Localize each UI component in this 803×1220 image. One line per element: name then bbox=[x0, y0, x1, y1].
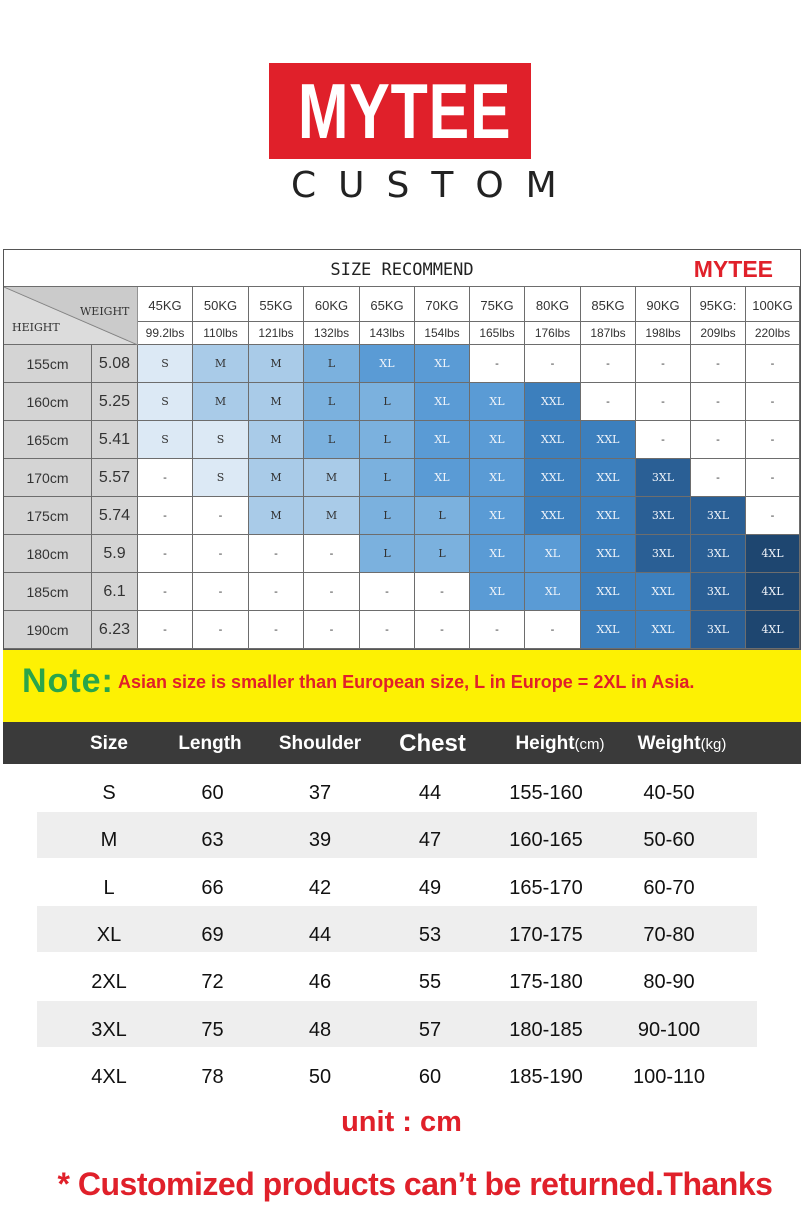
size-cell: - bbox=[138, 535, 193, 573]
spec-header-chest: Chest bbox=[399, 730, 466, 757]
corner-header bbox=[4, 287, 138, 345]
spec-cell-size: XL bbox=[96, 923, 122, 946]
size-cell: L bbox=[304, 421, 360, 459]
spec-cell-length: 66 bbox=[201, 876, 224, 899]
weight-header bbox=[525, 287, 581, 345]
height-cm: 160cm bbox=[4, 383, 92, 421]
spec-header-weight-unit: (kg) bbox=[700, 736, 727, 753]
size-cell: XXL bbox=[581, 497, 636, 535]
size-cell: - bbox=[193, 611, 249, 649]
weight-lbs: 121lbs bbox=[258, 326, 294, 340]
spec-cell-shoulder: 42 bbox=[308, 876, 332, 899]
size-cell: L bbox=[360, 383, 415, 421]
size-cell: 3XL bbox=[691, 611, 746, 649]
spec-cell-weight: 80-90 bbox=[643, 971, 695, 994]
size-cell: - bbox=[746, 345, 800, 383]
size-cell: S bbox=[193, 421, 249, 459]
size-cell: XL bbox=[525, 573, 581, 611]
spec-header-size: Size bbox=[89, 733, 129, 754]
size-cell: - bbox=[304, 611, 360, 649]
weight-lbs: 209lbs bbox=[700, 326, 736, 340]
size-cell: XXL bbox=[581, 535, 636, 573]
weight-lbs: 165lbs bbox=[479, 326, 515, 340]
size-cell: XXL bbox=[525, 459, 581, 497]
size-cell: XL bbox=[470, 383, 525, 421]
size-cell: M bbox=[249, 345, 304, 383]
weight-header bbox=[138, 287, 193, 345]
size-cell: XL bbox=[470, 573, 525, 611]
weight-header bbox=[304, 287, 360, 345]
weight-kg: 65KG bbox=[360, 287, 414, 322]
size-cell: - bbox=[581, 383, 636, 421]
weight-kg: 60KG bbox=[304, 287, 359, 322]
size-cell: M bbox=[304, 459, 360, 497]
height-ft: 5.08 bbox=[92, 345, 138, 383]
weight-kg: 95KG: bbox=[691, 287, 745, 322]
spec-header-height-unit: (cm) bbox=[574, 736, 605, 753]
spec-cell-length: 60 bbox=[201, 782, 224, 804]
spec-cell-height: 170-175 bbox=[509, 923, 583, 946]
spec-cell-size: 2XL bbox=[91, 971, 127, 994]
size-cell: - bbox=[360, 573, 415, 611]
size-cell: - bbox=[138, 611, 193, 649]
size-cell: - bbox=[304, 573, 360, 611]
size-cell: 3XL bbox=[636, 497, 691, 535]
size-cell: - bbox=[470, 611, 525, 649]
size-cell: 3XL bbox=[636, 459, 691, 497]
spec-cell-height: 185-190 bbox=[509, 1065, 583, 1088]
weight-lbs: 187lbs bbox=[590, 326, 626, 340]
spec-cell-weight: 100-110 bbox=[633, 1065, 705, 1088]
weight-lbs: 154lbs bbox=[424, 326, 460, 340]
weight-header bbox=[691, 287, 746, 345]
corner-weight-label: WEIGHT bbox=[80, 305, 130, 318]
height-cm: 155cm bbox=[4, 345, 92, 383]
size-cell: - bbox=[138, 459, 193, 497]
size-cell: XXL bbox=[581, 421, 636, 459]
size-cell: XL bbox=[360, 345, 415, 383]
spec-cell-chest: 49 bbox=[418, 876, 442, 899]
weight-lbs: 132lbs bbox=[313, 326, 350, 340]
note-text: Asian size is smaller than European size, L in Europe = 2XL in Asia. bbox=[118, 672, 695, 692]
size-cell: M bbox=[249, 383, 304, 421]
size-cell: - bbox=[746, 459, 800, 497]
spec-cell-chest: 53 bbox=[418, 923, 442, 946]
size-cell: M bbox=[304, 497, 360, 535]
spec-header-shoulder: Shoulder bbox=[278, 733, 362, 754]
size-cell: L bbox=[304, 383, 360, 421]
size-cell: - bbox=[525, 611, 581, 649]
height-ft: 6.23 bbox=[92, 611, 138, 649]
spec-cell-size: S bbox=[102, 782, 116, 804]
size-cell: 4XL bbox=[746, 535, 800, 573]
weight-kg: 100KG bbox=[746, 287, 799, 322]
size-cell: L bbox=[304, 345, 360, 383]
spec-cell-shoulder: 46 bbox=[308, 971, 332, 994]
size-cell: XXL bbox=[581, 611, 636, 649]
unit-label: unit : cm bbox=[341, 1106, 462, 1138]
size-cell: XL bbox=[415, 345, 470, 383]
size-cell: XXL bbox=[581, 573, 636, 611]
height-ft: 5.57 bbox=[92, 459, 138, 497]
size-cell: - bbox=[138, 497, 193, 535]
spec-cell-height: 160-165 bbox=[509, 829, 583, 852]
weight-kg: 90KG bbox=[636, 287, 690, 322]
size-cell: XL bbox=[415, 421, 470, 459]
height-ft: 5.74 bbox=[92, 497, 138, 535]
size-cell: M bbox=[193, 345, 249, 383]
size-cell: S bbox=[138, 345, 193, 383]
weight-header bbox=[470, 287, 525, 345]
weight-kg: 85KG bbox=[581, 287, 635, 322]
size-cell: L bbox=[415, 497, 470, 535]
size-cell: - bbox=[360, 611, 415, 649]
table-brand: MYTEE bbox=[693, 256, 773, 282]
size-cell: S bbox=[138, 383, 193, 421]
size-cell: - bbox=[691, 421, 746, 459]
size-cell: 3XL bbox=[691, 573, 746, 611]
spec-cell-height: 165-170 bbox=[509, 876, 583, 899]
spec-cell-height: 180-185 bbox=[509, 1018, 583, 1041]
size-cell: L bbox=[415, 535, 470, 573]
spec-cell-weight: 70-80 bbox=[643, 923, 695, 946]
size-cell: - bbox=[138, 573, 193, 611]
size-cell: 3XL bbox=[691, 535, 746, 573]
spec-cell-length: 69 bbox=[201, 923, 224, 946]
corner-height-label: HEIGHT bbox=[12, 321, 60, 334]
weight-kg: 45KG bbox=[138, 287, 192, 322]
height-ft: 5.9 bbox=[92, 535, 138, 573]
size-cell: - bbox=[746, 497, 800, 535]
return-disclaimer: * Customized products can’t be returned.Thanks bbox=[57, 1166, 773, 1202]
size-cell: 3XL bbox=[636, 535, 691, 573]
spec-cell-chest: 57 bbox=[418, 1018, 442, 1041]
spec-cell-size: L bbox=[103, 876, 115, 899]
size-cell: - bbox=[415, 573, 470, 611]
weight-header bbox=[636, 287, 691, 345]
size-cell: XXL bbox=[525, 383, 581, 421]
weight-lbs: 176lbs bbox=[534, 326, 571, 340]
table-title: SIZE RECOMMEND bbox=[330, 260, 474, 280]
weight-kg: 80KG bbox=[525, 287, 580, 322]
spec-cell-height: 155-160 bbox=[509, 782, 583, 804]
weight-lbs: 143lbs bbox=[369, 326, 405, 340]
size-cell: - bbox=[525, 345, 581, 383]
size-cell: - bbox=[470, 345, 525, 383]
spec-cell-weight: 90-100 bbox=[637, 1018, 701, 1041]
weight-header bbox=[249, 287, 304, 345]
height-ft: 5.25 bbox=[92, 383, 138, 421]
size-cell: - bbox=[581, 345, 636, 383]
spec-header-height bbox=[500, 722, 620, 764]
weight-kg: 75KG bbox=[470, 287, 524, 322]
spec-cell-weight: 40-50 bbox=[643, 782, 695, 804]
height-cm: 165cm bbox=[4, 421, 92, 459]
size-cell: - bbox=[691, 345, 746, 383]
note-label: Note: bbox=[22, 662, 114, 700]
spec-cell-shoulder: 39 bbox=[308, 829, 332, 852]
size-cell: L bbox=[360, 421, 415, 459]
spec-cell-shoulder: 50 bbox=[308, 1065, 332, 1088]
size-recommend-table bbox=[3, 249, 801, 650]
spec-cell-length: 75 bbox=[201, 1018, 224, 1041]
height-cm: 170cm bbox=[4, 459, 92, 497]
size-cell: - bbox=[249, 573, 304, 611]
spec-cell-shoulder: 44 bbox=[308, 923, 332, 946]
spec-cell-length: 72 bbox=[201, 971, 224, 994]
size-cell: - bbox=[415, 611, 470, 649]
spec-header-weight-label: Weight bbox=[637, 733, 701, 754]
weight-header bbox=[746, 287, 800, 345]
size-cell: L bbox=[360, 459, 415, 497]
weight-header bbox=[415, 287, 470, 345]
size-cell: L bbox=[360, 535, 415, 573]
size-cell: 3XL bbox=[691, 497, 746, 535]
size-cell: - bbox=[636, 345, 691, 383]
spec-cell-size: 4XL bbox=[91, 1065, 127, 1088]
size-cell: XL bbox=[470, 421, 525, 459]
size-cell: M bbox=[193, 383, 249, 421]
size-cell: XL bbox=[415, 459, 470, 497]
size-cell: - bbox=[636, 383, 691, 421]
size-cell: XL bbox=[470, 497, 525, 535]
size-cell: XXL bbox=[581, 459, 636, 497]
weight-header bbox=[360, 287, 415, 345]
size-cell: M bbox=[249, 421, 304, 459]
height-cm: 185cm bbox=[4, 573, 92, 611]
height-ft: 5.41 bbox=[92, 421, 138, 459]
table-title-row bbox=[4, 250, 800, 287]
spec-cell-chest: 44 bbox=[418, 782, 442, 804]
size-cell: XL bbox=[470, 459, 525, 497]
size-cell: S bbox=[193, 459, 249, 497]
weight-lbs: 220lbs bbox=[754, 326, 791, 340]
weight-lbs: 198lbs bbox=[645, 326, 681, 340]
size-cell: S bbox=[138, 421, 193, 459]
spec-cell-shoulder: 37 bbox=[308, 782, 332, 804]
spec-header-height-label: Height bbox=[515, 733, 575, 754]
size-cell: XL bbox=[470, 535, 525, 573]
size-cell: - bbox=[193, 497, 249, 535]
height-cm: 180cm bbox=[4, 535, 92, 573]
weight-lbs: 99.2lbs bbox=[145, 326, 185, 340]
size-cell: - bbox=[193, 573, 249, 611]
size-cell: XL bbox=[525, 535, 581, 573]
spec-cell-chest: 55 bbox=[418, 971, 442, 994]
size-cell: M bbox=[249, 459, 304, 497]
spec-cell-chest: 47 bbox=[418, 829, 442, 852]
size-cell: - bbox=[249, 535, 304, 573]
height-cm: 175cm bbox=[4, 497, 92, 535]
size-cell: - bbox=[249, 611, 304, 649]
size-cell: XXL bbox=[636, 611, 691, 649]
logo-subtitle: CUSTOM bbox=[291, 165, 579, 206]
height-ft: 6.1 bbox=[92, 573, 138, 611]
height-cm: 190cm bbox=[4, 611, 92, 649]
size-cell: 4XL bbox=[746, 573, 800, 611]
size-cell: - bbox=[193, 535, 249, 573]
size-cell: 4XL bbox=[746, 611, 800, 649]
spec-cell-size: M bbox=[100, 829, 118, 852]
size-cell: XXL bbox=[636, 573, 691, 611]
size-cell: L bbox=[360, 497, 415, 535]
size-cell: XXL bbox=[525, 421, 581, 459]
spec-header-length: Length bbox=[178, 733, 242, 754]
size-cell: - bbox=[691, 459, 746, 497]
weight-header bbox=[193, 287, 249, 345]
spec-cell-height: 175-180 bbox=[509, 971, 583, 994]
size-cell: - bbox=[691, 383, 746, 421]
spec-cell-chest: 60 bbox=[418, 1065, 442, 1088]
spec-cell-length: 78 bbox=[201, 1065, 224, 1088]
spec-cell-length: 63 bbox=[201, 829, 224, 852]
weight-lbs: 110lbs bbox=[203, 326, 238, 340]
weight-kg: 55KG bbox=[249, 287, 303, 322]
spec-cell-size: 3XL bbox=[91, 1018, 127, 1041]
logo-brand: MYTEE bbox=[297, 67, 512, 155]
spec-cell-weight: 60-70 bbox=[643, 876, 695, 899]
size-cell: XXL bbox=[525, 497, 581, 535]
size-cell: M bbox=[249, 497, 304, 535]
size-cell: - bbox=[636, 421, 691, 459]
spec-header-weight bbox=[622, 722, 742, 764]
spec-cell-weight: 50-60 bbox=[643, 829, 695, 852]
size-cell: - bbox=[304, 535, 360, 573]
weight-kg: 50KG bbox=[193, 287, 248, 322]
spec-cell-shoulder: 48 bbox=[308, 1018, 332, 1041]
weight-header bbox=[581, 287, 636, 345]
size-cell: XL bbox=[415, 383, 470, 421]
size-cell: - bbox=[746, 383, 800, 421]
weight-kg: 70KG bbox=[415, 287, 469, 322]
size-cell: - bbox=[746, 421, 800, 459]
